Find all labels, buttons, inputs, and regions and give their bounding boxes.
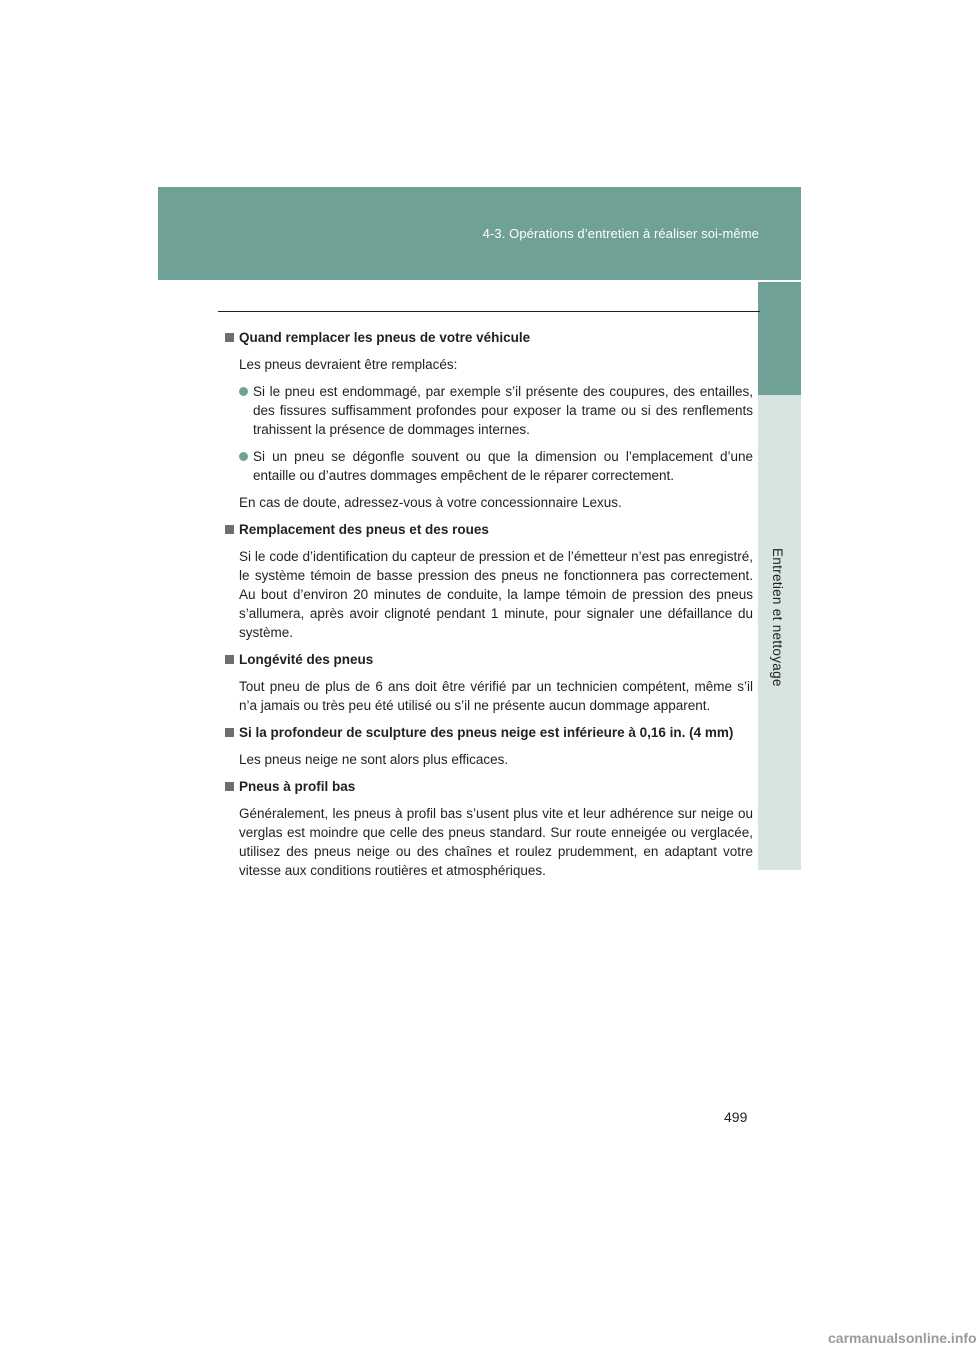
heading-text: Pneus à profil bas <box>239 779 356 794</box>
circle-bullet-icon <box>239 387 248 396</box>
paragraph: Les pneus devraient être remplacés: <box>239 357 458 372</box>
section-heading <box>225 328 753 347</box>
header-band <box>158 187 801 280</box>
list-item <box>225 382 753 439</box>
heading-text: Si la profondeur de sculpture des pneus neige est inférieure à 0,16 in. (4 mm) <box>239 725 734 740</box>
list-item <box>225 447 753 485</box>
content <box>225 328 753 880</box>
page-number: 499 <box>724 1109 748 1125</box>
square-bullet-icon <box>225 525 234 534</box>
square-bullet-icon <box>225 333 234 342</box>
section-heading <box>225 650 753 669</box>
paragraph: Généralement, les pneus à profil bas s’usent plus vite et leur adhérence sur neige ou verglas est moindre que celle des pneus standard. Sur route enneigée ou verglacée, utilisez des pneus neige ou des chaînes et roulez prudemment, en adaptant votre vitesse aux conditions routières et atmosphériques. <box>239 806 753 878</box>
top-rule <box>218 311 760 312</box>
list-item-text: Si un pneu se dégonfle souvent ou que la dimension ou l’emplacement d’une entaille ou d’autres dommages empêchent de le réparer correctement. <box>253 449 753 483</box>
paragraph: Si le code d’identification du capteur de pression et de l’émetteur n’est pas enregistré, le système témoin de basse pression des pneus ne fonctionnera pas correctement. Au bout d’environ 20 minutes de conduite, la lampe témoin de pression des pneus s’allumera, après avoir clignoté pendant 1 minute, pour signaler une défaillance du système. <box>239 549 753 640</box>
section-title: 4-3. Opérations d’entretien à réaliser soi-même <box>482 226 759 241</box>
paragraph: En cas de doute, adressez-vous à votre concessionnaire Lexus. <box>239 495 622 510</box>
heading-text: Remplacement des pneus et des roues <box>239 522 489 537</box>
list-item-text: Si le pneu est endommagé, par exemple s’il présente des coupures, des entailles, des fissures suffisamment profondes pour exposer la trame ou si des renflements trahissent la présence de dommages internes. <box>253 384 753 437</box>
square-bullet-icon <box>225 782 234 791</box>
square-bullet-icon <box>225 655 234 664</box>
heading-text: Longévité des pneus <box>239 652 374 667</box>
chapter-label: Entretien et nettoyage <box>770 548 785 687</box>
square-bullet-icon <box>225 728 234 737</box>
paragraph: Tout pneu de plus de 6 ans doit être vérifié par un technicien compétent, même s’il n’a jamais ou très peu été utilisé ou s’il ne présente aucun dommage apparent. <box>239 679 753 713</box>
heading-text: Quand remplacer les pneus de votre véhicule <box>239 330 531 345</box>
watermark: carmanualsonline.info <box>828 1330 977 1346</box>
paragraph: Les pneus neige ne sont alors plus efficaces. <box>239 752 509 767</box>
section-heading <box>225 520 753 539</box>
section-heading <box>225 723 753 742</box>
circle-bullet-icon <box>239 452 248 461</box>
section-heading <box>225 777 753 796</box>
